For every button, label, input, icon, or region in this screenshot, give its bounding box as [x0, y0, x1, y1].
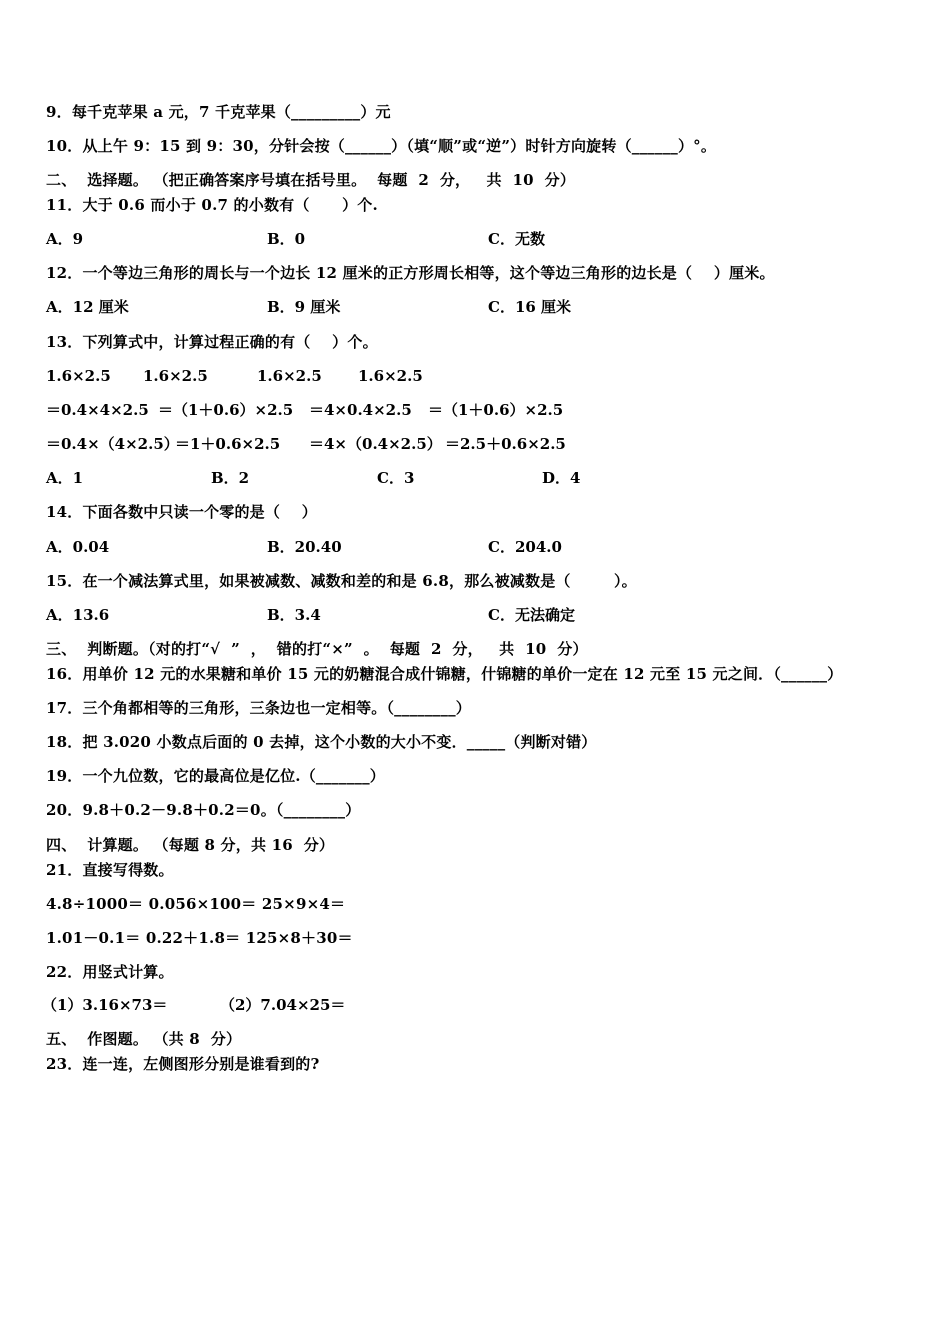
- question-14: 14．下面各数中只读一个零的是（ ）: [46, 503, 317, 521]
- q13-expr-r2c1: ＝0.4×4×2.5: [46, 401, 149, 419]
- q12-option-b: B．9 厘米: [267, 298, 341, 316]
- question-20: 20．9.8＋0.2－9.8＋0.2＝0。（________）: [46, 801, 361, 819]
- question-10: 10．从上午 9：15 到 9：30，分针会按（______）（填“顺”或“逆”）时针方向旋转（______）°。: [46, 137, 717, 155]
- q21-line-1: 4.8÷1000＝ 0.056×100＝ 25×9×4＝: [46, 895, 346, 913]
- q15-option-a: A．13.6: [46, 606, 110, 624]
- q12-option-c: C．16 厘米: [488, 298, 572, 316]
- q13-expr-r1c4: 1.6×2.5: [358, 367, 423, 385]
- section-5-heading: 五、 作图题。 （共 8 分）: [46, 1030, 242, 1048]
- question-15: 15．在一个减法算式里，如果被减数、减数和差的和是 6.8，那么被减数是（ ）。: [46, 572, 637, 590]
- q13-option-c: C．3: [377, 469, 415, 487]
- question-13: 13．下列算式中，计算过程正确的有（ ）个。: [46, 333, 378, 351]
- q13-option-d: D．4: [542, 469, 581, 487]
- q13-expr-r2c4: ＝（1＋0.6）×2.5: [428, 401, 564, 419]
- q11-option-b: B．0: [267, 230, 306, 248]
- q13-expr-r3c1: ＝0.4×（4×2.5）: [46, 435, 179, 453]
- q13-expr-r1c1: 1.6×2.5: [46, 367, 111, 385]
- question-17: 17．三个角都相等的三角形，三条边也一定相等。（________）: [46, 699, 471, 717]
- q13-expr-r3c4: ＝2.5＋0.6×2.5: [445, 435, 566, 453]
- q22-item-1: （1）3.16×73＝: [42, 996, 168, 1014]
- q11-option-a: A．9: [46, 230, 84, 248]
- q11-option-c: C．无数: [488, 230, 545, 248]
- section-2-heading: 二、 选择题。 （把正确答案序号填在括号里。 每题 2 分， 共 10 分）: [46, 171, 576, 189]
- q14-option-c: C．204.0: [488, 538, 562, 556]
- question-22: 22．用竖式计算。: [46, 963, 174, 981]
- q13-expr-r2c2: ＝（1＋0.6）×2.5: [158, 401, 294, 419]
- question-19: 19．一个九位数，它的最高位是亿位.（_______）: [46, 767, 385, 785]
- section-4-heading: 四、 计算题。 （每题 8 分，共 16 分）: [46, 836, 335, 854]
- question-21: 21．直接写得数。: [46, 861, 174, 879]
- question-9: 9．每千克苹果 a 元，7 千克苹果（_________）元: [46, 103, 391, 121]
- q22-item-2: （2）7.04×25＝: [220, 996, 346, 1014]
- q13-expr-r2c3: ＝4×0.4×2.5: [309, 401, 412, 419]
- question-11: 11．大于 0.6 而小于 0.7 的小数有（ ）个.: [46, 196, 378, 214]
- question-16: 16．用单价 12 元的水果糖和单价 15 元的奶糖混合成什锦糖，什锦糖的单价一定在 12 元至 15 元之间．（______）: [46, 665, 843, 683]
- q14-option-b: B．20.40: [267, 538, 342, 556]
- question-23: 23．连一连，左侧图形分别是谁看到的?: [46, 1055, 320, 1073]
- q13-option-b: B．2: [211, 469, 250, 487]
- q13-expr-r3c3: ＝4×（0.4×2.5）: [309, 435, 442, 453]
- question-12: 12．一个等边三角形的周长与一个边长 12 厘米的正方形周长相等，这个等边三角形的边长是（ ）厘米。: [46, 264, 775, 282]
- q15-option-c: C．无法确定: [488, 606, 575, 624]
- q13-expr-r1c3: 1.6×2.5: [257, 367, 322, 385]
- section-3-heading: 三、 判断题。（对的打“√ ” ， 错的打“×” 。 每题 2 分， 共 10 分）: [46, 640, 588, 658]
- q13-expr-r1c2: 1.6×2.5: [143, 367, 208, 385]
- q13-expr-r3c2: ＝1＋0.6×2.5: [175, 435, 281, 453]
- q15-option-b: B．3.4: [267, 606, 321, 624]
- q13-option-a: A．1: [46, 469, 84, 487]
- q12-option-a: A．12 厘米: [46, 298, 129, 316]
- q14-option-a: A．0.04: [46, 538, 110, 556]
- question-18: 18．把 3.020 小数点后面的 0 去掉，这个小数的大小不变．_____（判断对错）: [46, 733, 597, 751]
- q21-line-2: 1.01－0.1＝ 0.22＋1.8＝ 125×8＋30＝: [46, 929, 353, 947]
